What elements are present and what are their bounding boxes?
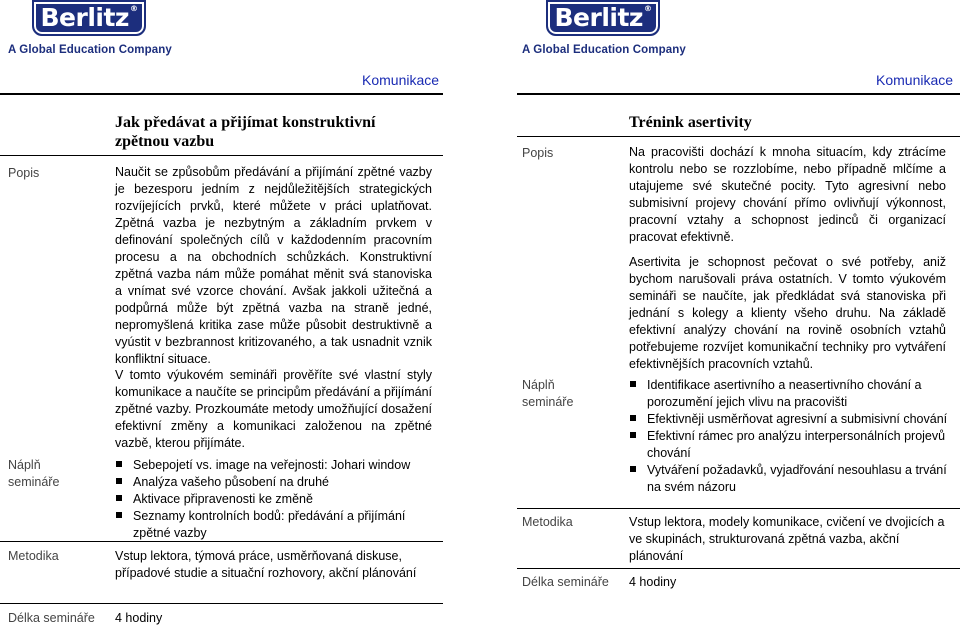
right-delka-value: 4 hodiny: [629, 575, 677, 589]
left-top-rule: [0, 93, 443, 95]
left-label-naplne-1: Náplň: [8, 458, 41, 472]
left-label-popis: Popis: [8, 166, 40, 180]
list-item: Vytváření požadavků, vyjadřování nesouhlasu a trvání na svém názoru: [629, 462, 949, 496]
left-popis-para2: V tomto výukovém semináři prověříte své vlastní styly komunikace a naučíte se principům předávání a přijímání zpětné vazby. Prozkoumáte metody umožňující dosažení efektivní změny a komunikaci založenou na zpětné vazbě, kterou přijímáte.: [115, 368, 432, 450]
left-rule-metodika: [0, 541, 443, 542]
square-bullet-icon: [630, 415, 636, 421]
right-popis-para1: Na pracovišti dochází k mnoha situacím, kdy ztrácíme kontrolu nebo se rozzlobíme, nebo případně mlčíme a utajujeme své skutečné pocity. Tyto agresivní nebo submisivní projevy chování přímo ovlivňují výkonnost, pracovní vztahy a schopnost jedinců či organizací pracovat efektivně.: [629, 145, 946, 244]
right-brand-tagline: A Global Education Company: [522, 44, 686, 56]
right-label-naplne: [522, 377, 573, 411]
right-label-delka: Délka semináře: [522, 575, 609, 589]
right-metodika-text: Vstup lektora, modely komunikace, cvičení ve dvojicích a ve skupinách, strukturovaná zpětná vazba, akční plánování: [629, 515, 945, 563]
list-item: Identifikace asertivního a neasertivního chování a porozumění jejich vlivu na pracovišti: [629, 377, 949, 411]
right-brand-name: Berlitz: [554, 3, 643, 32]
right-label-naplne-2: semináře: [522, 395, 574, 409]
left-label-delka: Délka semináře: [8, 611, 95, 625]
list-item: Efektivněji usměrňovat agresivní a submisivní chování: [629, 411, 949, 428]
right-rule-metodika: [517, 508, 960, 509]
left-metodika-text: Vstup lektora, týmová práce, usměrňovaná diskuse, případové studie a situační rozhovory, akční plánování: [115, 549, 417, 580]
square-bullet-icon: [630, 381, 636, 387]
right-label-popis: Popis: [522, 146, 554, 160]
left-category: Komunikace: [362, 72, 440, 88]
left-bullet-list: [115, 457, 435, 542]
right-brand-reg: ®: [643, 4, 652, 13]
right-bullet-list: [629, 377, 949, 496]
left-brand-reg: ®: [129, 4, 138, 13]
list-item: Sebepojetí vs. image na veřejnosti: Johari window: [115, 457, 435, 474]
square-bullet-icon: [116, 495, 122, 501]
left-rule-delka: [0, 603, 443, 604]
right-category: Komunikace: [876, 72, 954, 88]
left-title-rule: [0, 155, 443, 156]
list-item: Efektivní rámec pro analýzu interpersonálních projevů chování: [629, 428, 949, 462]
square-bullet-icon: [116, 512, 122, 518]
right-title: Trénink asertivity: [629, 114, 752, 131]
right-title-rule: [517, 136, 960, 137]
left-title: Jak předávat a přijímat konstruktivní zpětnou vazbu: [115, 114, 376, 150]
left-popis-para1: Naučit se způsobům předávání a přijímání zpětné vazby je bezesporu jedním z nejdůležitějších strategických rozvíjejících prvků, které můžete v práci uplatňovat. Zpětná vazba je nezbytným a základním prvkem v definování společných cílů v každodenním pracovním procesu a na obchodních schůzkách. Konstruktivní zpětná vazba nám může pomáhat měnit svá stanoviska a vnímat své vzorce chování. Avšak jakkoli užitečná a podpůrná může být zpětná vazba na straně jedné, nepromyšlená kritika zase může působit destruktivně a vyústit v bezbrannost kritizovaného, a tak usnadnit vznik konfliktní situace.: [115, 165, 432, 366]
right-label-naplne-1: Náplň: [522, 378, 555, 392]
square-bullet-icon: [116, 478, 122, 484]
square-bullet-icon: [630, 466, 636, 472]
square-bullet-icon: [630, 432, 636, 438]
square-bullet-icon: [116, 461, 122, 467]
left-brand-tagline: A Global Education Company: [8, 44, 172, 56]
right-rule-delka: [517, 568, 960, 569]
right-brand-logo: [546, 0, 660, 36]
left-label-naplne: [8, 457, 59, 491]
list-item: Aktivace připravenosti ke změně: [115, 491, 435, 508]
left-label-metodika: Metodika: [8, 549, 59, 563]
right-popis-para2: Asertivita je schopnost pečovat o své potřeby, aniž bychom narušovali práva ostatních. V tomto výukovém semináři se naučíte, jak předkládat svá stanoviska při jednání s kolegy a klienty všeho druhu. Na základě efektivní analýzy chování na rovině osobních vztahů potřebujeme rozvíjet komunikační techniky pro vytváření efektivnějších pracovních vztahů.: [629, 255, 946, 371]
list-item: Seznamy kontrolních bodů: předávání a přijímání zpětné vazby: [115, 508, 435, 542]
left-delka-value: 4 hodiny: [115, 611, 163, 625]
left-label-naplne-2: semináře: [8, 475, 60, 489]
right-label-metodika: Metodika: [522, 515, 573, 529]
left-brand-logo: [32, 0, 146, 36]
list-item: Analýza vašeho působení na druhé: [115, 474, 435, 491]
right-top-rule: [517, 93, 960, 95]
left-brand-name: Berlitz: [40, 3, 129, 32]
